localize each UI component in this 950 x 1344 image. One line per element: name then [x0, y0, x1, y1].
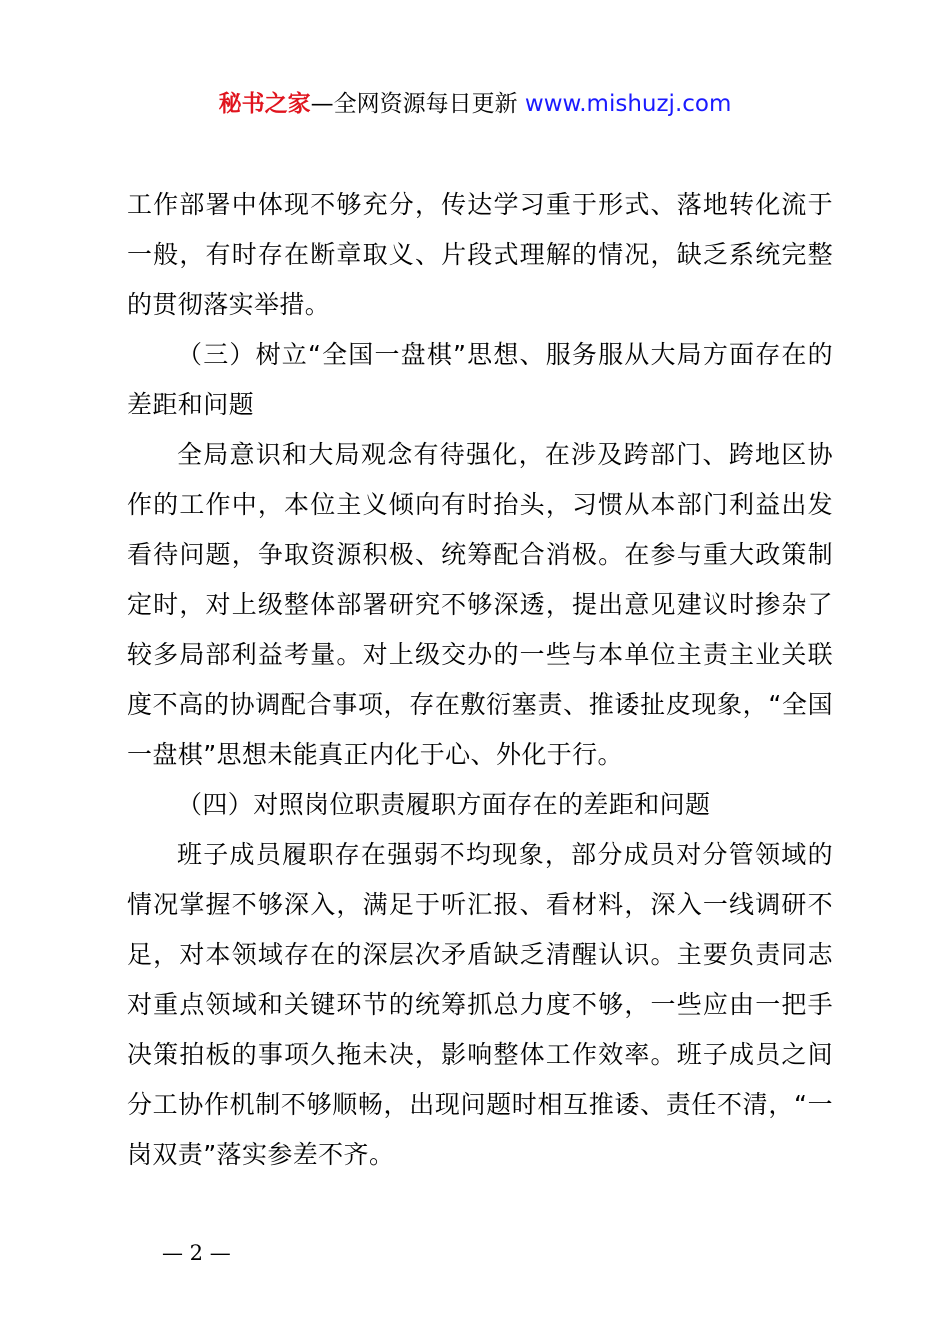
- brand-name: 秘书之家: [218, 91, 311, 117]
- site-header: [0, 86, 950, 122]
- page-number: — 2 —: [162, 1241, 231, 1265]
- document-body: [127, 180, 833, 1180]
- paragraph-section-3: 全局意识和大局观念有待强化，在涉及跨部门、跨地区协作的工作中，本位主义倾向有时抬头，习惯从本部门利益出发看待问题，争取资源积极、统筹配合消极。在参与重大政策制定时，对上级整体部署研究不够深透，提出意见建议时掺杂了较多局部利益考量。对上级交办的一些与本单位主责主业关联度不高的协调配合事项，存在敷衍塞责、推诿扯皮现象，“全国一盘棋”思想未能真正内化于心、外化于行。: [127, 440, 833, 769]
- paragraph-section-4: 班子成员履职存在强弱不均现象，部分成员对分管领域的情况掌握不够深入，满足于听汇报、看材料，深入一线调研不足，对本领域存在的深层次矛盾缺乏清醒认识。主要负责同志对重点领域和关键环节的统筹抓总力度不够，一些应由一把手决策拍板的事项久拖未决，影响整体工作效率。班子成员之间分工协作机制不够顺畅，出现问题时相互推诿、责任不清，“一岗双责”落实参差不齐。: [127, 840, 833, 1169]
- section-heading-4: （四）对照岗位职责履职方面存在的差距和问题: [177, 790, 711, 819]
- paragraph-continuation: 工作部署中体现不够充分，传达学习重于形式、落地转化流于一般，有时存在断章取义、片段式理解的情况，缺乏系统完整的贯彻落实举措。: [127, 190, 833, 319]
- header-tagline: —全网资源每日更新: [310, 91, 518, 117]
- site-url-link[interactable]: www.mishuzj.com: [524, 91, 732, 117]
- section-heading-3: （三）树立“全国一盘棋”思想、服务服从大局方面存在的差距和问题: [127, 340, 833, 419]
